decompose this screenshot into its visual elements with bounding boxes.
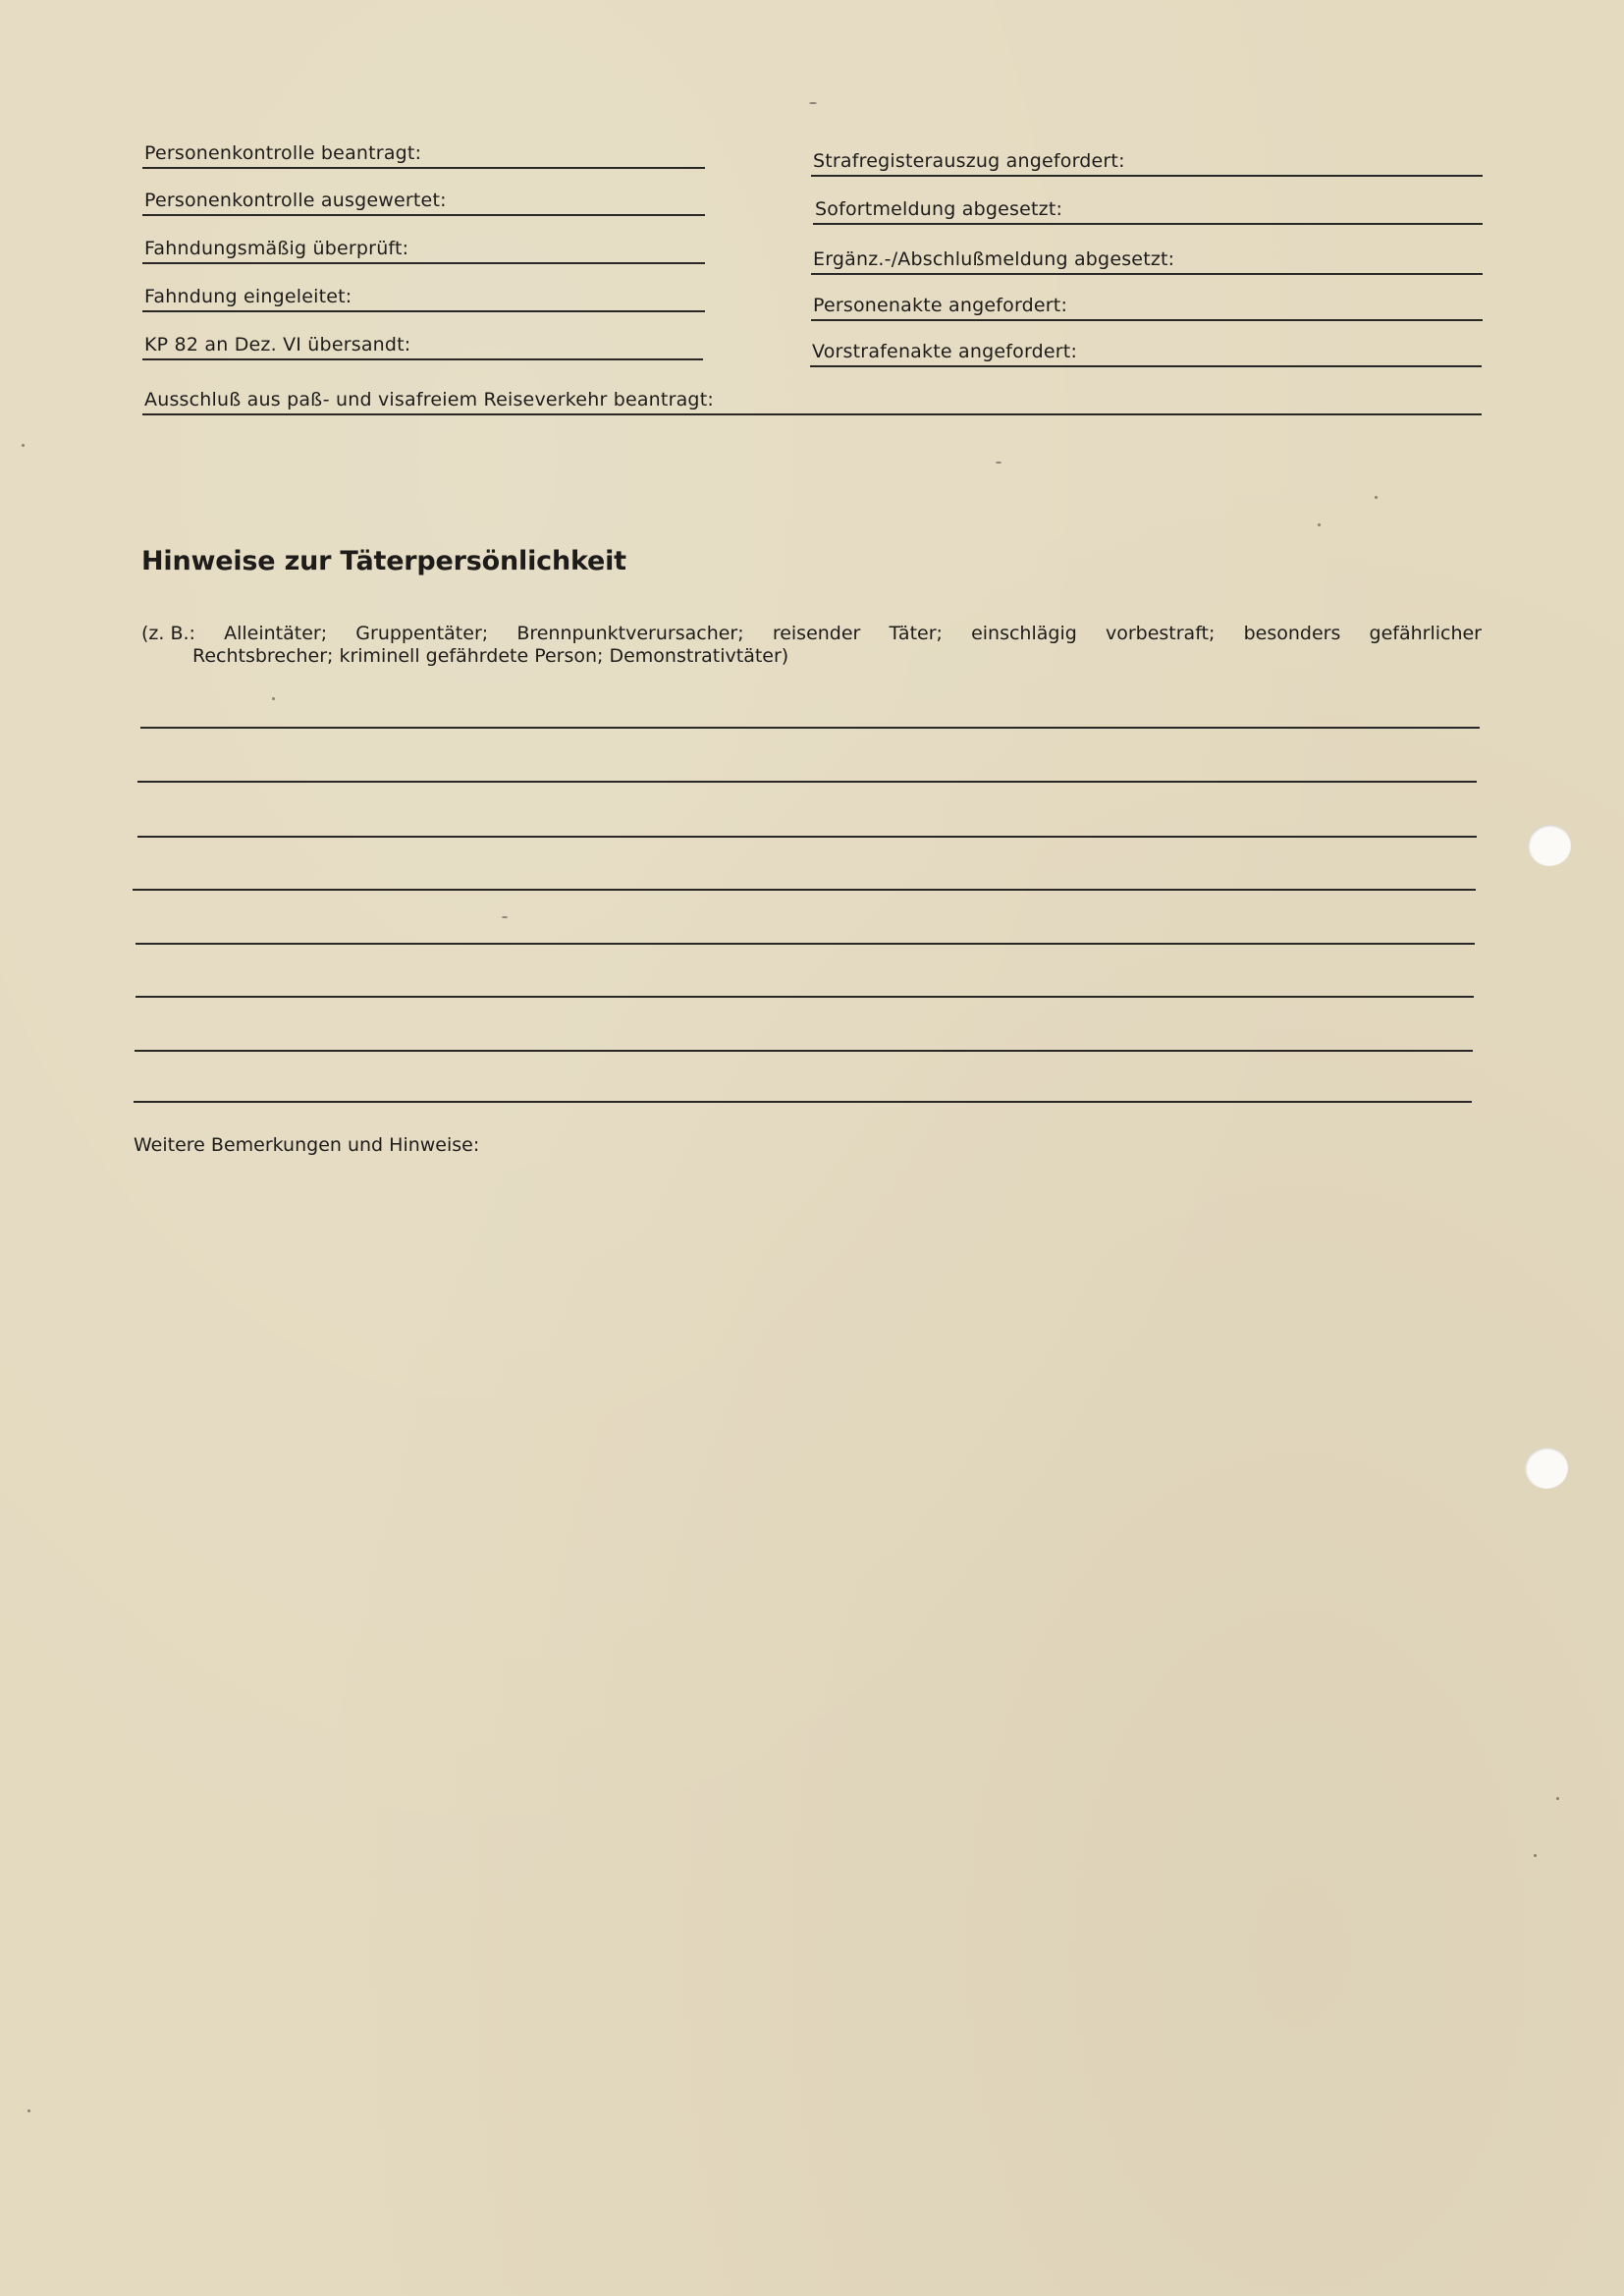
writing-line[interactable] <box>134 1101 1472 1103</box>
field-vorstrafenakte-angefordert[interactable] <box>810 336 1482 367</box>
field-label: Personenkontrolle ausgewertet: <box>144 190 447 211</box>
field-label: Strafregisterauszug angefordert: <box>813 150 1125 172</box>
examples-line-2: Rechtsbrecher; kriminell gefährdete Person; Demonstrativtäter) <box>192 645 789 667</box>
writing-line[interactable] <box>135 943 1475 945</box>
paper-speck <box>996 462 1001 464</box>
examples-line-1 <box>141 623 1482 645</box>
field-label: KP 82 an Dez. VI übersandt: <box>144 334 411 355</box>
field-personenkontrolle-beantragt[interactable] <box>142 137 705 169</box>
field-kp82-uebersandt[interactable] <box>142 329 703 360</box>
field-strafregisterauszug-angefordert[interactable] <box>811 145 1483 177</box>
field-personenakte-angefordert[interactable] <box>811 290 1483 321</box>
example-word: Brennpunktverursacher; <box>516 623 744 644</box>
paper-speck <box>809 102 817 104</box>
field-label: Personenkontrolle beantragt: <box>144 142 422 164</box>
example-word: besonders <box>1243 623 1341 644</box>
example-word: (z. B.: <box>141 623 195 644</box>
field-personenkontrolle-ausgewertet[interactable] <box>142 185 705 216</box>
field-sofortmeldung-abgesetzt[interactable] <box>813 193 1483 225</box>
field-label: Sofortmeldung abgesetzt: <box>815 198 1063 220</box>
writing-line[interactable] <box>133 889 1476 891</box>
writing-line[interactable] <box>137 781 1477 783</box>
field-fahndungsmaessig-ueberprueft[interactable] <box>142 233 705 264</box>
field-label: Vorstrafenakte angefordert: <box>812 341 1078 362</box>
paper-speck <box>502 916 508 918</box>
paper-speck <box>1556 1797 1559 1800</box>
paper-speck <box>272 697 275 700</box>
example-word: Täter; <box>889 623 943 644</box>
writing-line[interactable] <box>135 1050 1473 1052</box>
paper-speck <box>27 2109 30 2112</box>
remarks-label: Weitere Bemerkungen und Hinweise: <box>134 1134 480 1156</box>
field-label: Ausschluß aus paß- und visafreiem Reiseverkehr beantragt: <box>144 389 714 410</box>
example-word: reisender <box>772 623 861 644</box>
field-fahndung-eingeleitet[interactable] <box>142 281 705 312</box>
paper-speck <box>1375 496 1378 499</box>
field-label: Ergänz.-/Abschlußmeldung abgesetzt: <box>813 248 1175 270</box>
paper-speck <box>1318 523 1321 526</box>
field-label: Personenakte angefordert: <box>813 295 1068 316</box>
example-word: Alleintäter; <box>224 623 328 644</box>
example-word: einschlägig <box>971 623 1077 644</box>
writing-line[interactable] <box>135 996 1474 998</box>
paper-speck <box>1534 1854 1537 1857</box>
examples-text <box>141 623 1482 668</box>
field-label: Fahndung eingeleitet: <box>144 286 352 307</box>
paper-speck <box>22 444 25 447</box>
writing-line[interactable] <box>137 836 1477 838</box>
field-abschlussmeldung-abgesetzt[interactable] <box>811 244 1483 275</box>
punch-hole <box>1525 1448 1568 1489</box>
writing-line[interactable] <box>140 727 1480 729</box>
example-word: gefährlicher <box>1369 623 1482 644</box>
field-ausschluss-reiseverkehr[interactable] <box>142 384 1482 415</box>
punch-hole <box>1528 825 1571 866</box>
field-label: Fahndungsmäßig überprüft: <box>144 238 409 259</box>
section-heading: Hinweise zur Täterpersönlichkeit <box>141 546 626 576</box>
example-word: Gruppentäter; <box>355 623 489 644</box>
example-word: vorbestraft; <box>1105 623 1216 644</box>
